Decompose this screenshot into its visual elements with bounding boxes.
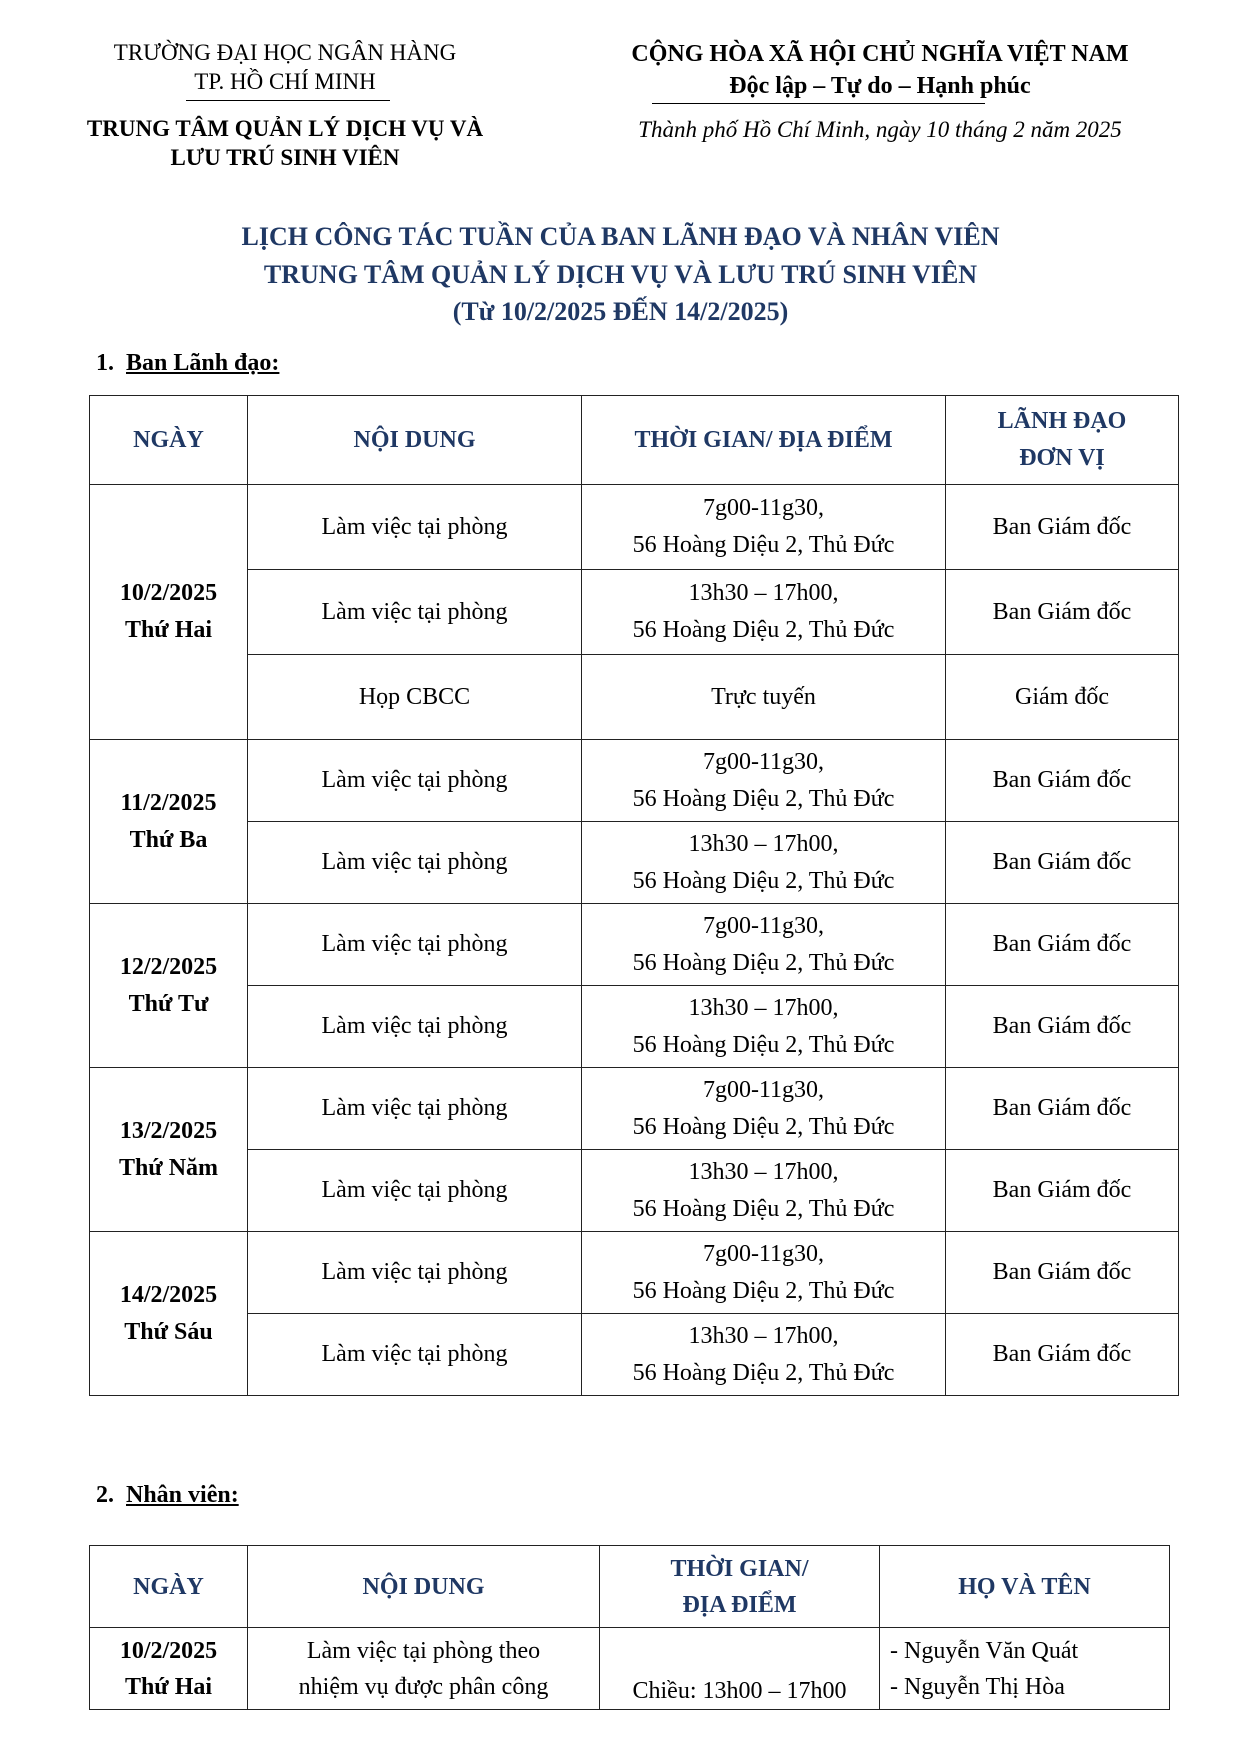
staff-name: - Nguyễn Văn Quát bbox=[890, 1637, 1079, 1664]
place-text: 56 Hoàng Diệu 2, Thủ Đức bbox=[632, 1031, 895, 1058]
national-title: CỘNG HÒA XÃ HỘI CHỦ NGHĨA VIỆT NAM bbox=[631, 41, 1129, 67]
section1-heading bbox=[96, 350, 279, 377]
header-content: NỘI DUNG bbox=[248, 396, 582, 485]
leader-cell: Giám đốc bbox=[946, 655, 1179, 740]
table-row bbox=[90, 904, 1179, 986]
header-date: NGÀY bbox=[90, 1546, 248, 1628]
section1-label: Ban Lãnh đạo: bbox=[126, 350, 280, 376]
time-place-cell bbox=[582, 1150, 946, 1232]
issuer-block bbox=[40, 38, 530, 172]
time-text: 13h30 – 17h00, bbox=[688, 830, 839, 857]
leader-cell: Ban Giám đốc bbox=[946, 740, 1179, 822]
header-time-line: THỜI GIAN/ bbox=[670, 1555, 809, 1582]
table-row bbox=[90, 1232, 1179, 1314]
time-place-cell: Trực tuyến bbox=[582, 655, 946, 740]
leader-cell: Ban Giám đốc bbox=[946, 1068, 1179, 1150]
leader-cell: Ban Giám đốc bbox=[946, 1150, 1179, 1232]
content-cell: Làm việc tại phòng bbox=[248, 986, 582, 1068]
header-date: NGÀY bbox=[90, 396, 248, 485]
content-line1: Làm việc tại phòng theo bbox=[306, 1637, 541, 1664]
issuer-school: TRƯỜNG ĐẠI HỌC NGÂN HÀNG bbox=[113, 40, 457, 65]
issuer-underline bbox=[186, 100, 390, 101]
table-header-row bbox=[90, 396, 1179, 485]
issuer-unit-line1: TRUNG TÂM QUẢN LÝ DỊCH VỤ VÀ bbox=[86, 116, 484, 141]
table-row bbox=[90, 986, 1179, 1068]
content-cell: Làm việc tại phòng bbox=[248, 822, 582, 904]
table-header-row bbox=[90, 1546, 1170, 1628]
day-date: 11/2/2025 bbox=[120, 789, 217, 816]
issuer-unit-line2: LƯU TRÚ SINH VIÊN bbox=[170, 145, 400, 170]
header-leader bbox=[946, 396, 1179, 485]
day-date: 13/2/2025 bbox=[119, 1117, 218, 1144]
time-text: 13h30 – 17h00, bbox=[688, 994, 839, 1021]
table-row bbox=[90, 740, 1179, 822]
time-place-cell bbox=[582, 1068, 946, 1150]
day-weekday: Thứ Năm bbox=[118, 1154, 219, 1181]
time-text: 13h30 – 17h00, bbox=[688, 1322, 839, 1349]
content-cell: Làm việc tại phòng bbox=[248, 1232, 582, 1314]
place-text: 56 Hoàng Diệu 2, Thủ Đức bbox=[632, 1195, 895, 1222]
header-place-line: ĐỊA ĐIỂM bbox=[682, 1591, 797, 1618]
day-date: 10/2/2025 bbox=[119, 1637, 218, 1664]
table-row bbox=[90, 655, 1179, 740]
table-row bbox=[90, 1628, 1170, 1710]
staff-table bbox=[89, 1545, 1170, 1710]
staff-name: - Nguyễn Thị Hòa bbox=[890, 1673, 1065, 1700]
day-weekday: Thứ Ba bbox=[129, 826, 208, 853]
header-leader-line2: ĐƠN VỊ bbox=[1019, 445, 1105, 471]
table-row bbox=[90, 1314, 1179, 1396]
content-line2: nhiệm vụ được phân công bbox=[298, 1673, 549, 1700]
doc-title-line3: (Từ 10/2/2025 ĐẾN 14/2/2025) bbox=[452, 297, 789, 326]
leader-cell: Ban Giám đốc bbox=[946, 822, 1179, 904]
leader-cell: Ban Giám đốc bbox=[946, 904, 1179, 986]
leader-cell: Ban Giám đốc bbox=[946, 1232, 1179, 1314]
national-motto: Độc lập – Tự do – Hạnh phúc bbox=[729, 73, 1031, 99]
place-text: 56 Hoàng Diệu 2, Thủ Đức bbox=[632, 867, 895, 894]
time-place-cell bbox=[582, 822, 946, 904]
time-place-cell bbox=[582, 570, 946, 655]
content-cell: Họp CBCC bbox=[248, 655, 582, 740]
staff-names-cell bbox=[880, 1628, 1170, 1710]
section2-number: 2. bbox=[96, 1482, 114, 1508]
doc-title-line2: TRUNG TÂM QUẢN LÝ DỊCH VỤ VÀ LƯU TRÚ SINH VIÊN bbox=[263, 260, 978, 289]
place-text: 56 Hoàng Diệu 2, Thủ Đức bbox=[632, 617, 895, 643]
time-text: 7g00-11g30, bbox=[702, 1240, 825, 1267]
day-weekday: Thứ Sáu bbox=[124, 1318, 213, 1345]
day-weekday: Thứ Hai bbox=[124, 1673, 213, 1700]
content-cell bbox=[248, 1628, 600, 1710]
place-text: 56 Hoàng Diệu 2, Thủ Đức bbox=[632, 532, 895, 558]
time-place-cell bbox=[582, 986, 946, 1068]
table-row bbox=[90, 570, 1179, 655]
national-header bbox=[545, 38, 1215, 146]
content-cell: Làm việc tại phòng bbox=[248, 1314, 582, 1396]
time-place-cell bbox=[582, 904, 946, 986]
header-time-place bbox=[600, 1546, 880, 1628]
content-cell: Làm việc tại phòng bbox=[248, 570, 582, 655]
content-cell: Làm việc tại phòng bbox=[248, 1068, 582, 1150]
leader-cell: Ban Giám đốc bbox=[946, 485, 1179, 570]
place-text: 56 Hoàng Diệu 2, Thủ Đức bbox=[632, 785, 895, 812]
document-date: Thành phố Hồ Chí Minh, ngày 10 tháng 2 năm 2025 bbox=[638, 117, 1122, 142]
time-place-cell bbox=[582, 1232, 946, 1314]
place-text: 56 Hoàng Diệu 2, Thủ Đức bbox=[632, 949, 895, 976]
leadership-table bbox=[89, 395, 1179, 1396]
motto-underline bbox=[652, 103, 985, 104]
place-text: 56 Hoàng Diệu 2, Thủ Đức bbox=[632, 1113, 895, 1140]
day-cell bbox=[90, 904, 248, 1068]
leader-cell: Ban Giám đốc bbox=[946, 1314, 1179, 1396]
header-fullname: HỌ VÀ TÊN bbox=[880, 1546, 1170, 1628]
day-date: 12/2/2025 bbox=[119, 953, 218, 980]
issuer-city: TP. HỒ CHÍ MINH bbox=[194, 69, 376, 94]
content-cell: Làm việc tại phòng bbox=[248, 904, 582, 986]
header-content: NỘI DUNG bbox=[248, 1546, 600, 1628]
day-cell bbox=[90, 1628, 248, 1710]
time-place-cell bbox=[582, 485, 946, 570]
place-text: 56 Hoàng Diệu 2, Thủ Đức bbox=[632, 1359, 895, 1386]
time-place-cell: Chiều: 13h00 – 17h00 bbox=[600, 1628, 880, 1710]
time-text: 13h30 – 17h00, bbox=[688, 1158, 839, 1185]
content-cell: Làm việc tại phòng bbox=[248, 485, 582, 570]
leader-cell: Ban Giám đốc bbox=[946, 570, 1179, 655]
time-text: 7g00-11g30, bbox=[702, 912, 825, 939]
section2-label: Nhân viên: bbox=[126, 1482, 239, 1508]
section2-heading bbox=[96, 1482, 239, 1509]
time-text: 7g00-11g30, bbox=[702, 495, 825, 521]
table-row bbox=[90, 485, 1179, 570]
table-row bbox=[90, 1150, 1179, 1232]
time-text: 7g00-11g30, bbox=[702, 748, 825, 775]
time-place-cell bbox=[582, 740, 946, 822]
content-cell: Làm việc tại phòng bbox=[248, 1150, 582, 1232]
day-cell bbox=[90, 740, 248, 904]
day-weekday: Thứ Hai bbox=[124, 617, 213, 643]
doc-title-line1: LỊCH CÔNG TÁC TUẦN CỦA BAN LÃNH ĐẠO VÀ NHÂN VIÊN bbox=[241, 222, 1000, 251]
table-row bbox=[90, 822, 1179, 904]
section1-number: 1. bbox=[96, 350, 114, 376]
time-place-cell bbox=[582, 1314, 946, 1396]
leader-cell: Ban Giám đốc bbox=[946, 986, 1179, 1068]
place-text: 56 Hoàng Diệu 2, Thủ Đức bbox=[632, 1277, 895, 1304]
content-cell: Làm việc tại phòng bbox=[248, 740, 582, 822]
header-time-place: THỜI GIAN/ ĐỊA ĐIỂM bbox=[582, 396, 946, 485]
header-leader-line1: LÃNH ĐẠO bbox=[997, 408, 1127, 434]
day-cell bbox=[90, 485, 248, 740]
time-text: 7g00-11g30, bbox=[702, 1076, 825, 1103]
table-row bbox=[90, 1068, 1179, 1150]
time-text: 13h30 – 17h00, bbox=[688, 580, 839, 606]
day-weekday: Thứ Tư bbox=[128, 990, 209, 1017]
day-date: 14/2/2025 bbox=[119, 1281, 218, 1308]
day-cell bbox=[90, 1232, 248, 1396]
day-cell bbox=[90, 1068, 248, 1232]
day-date: 10/2/2025 bbox=[119, 580, 218, 606]
